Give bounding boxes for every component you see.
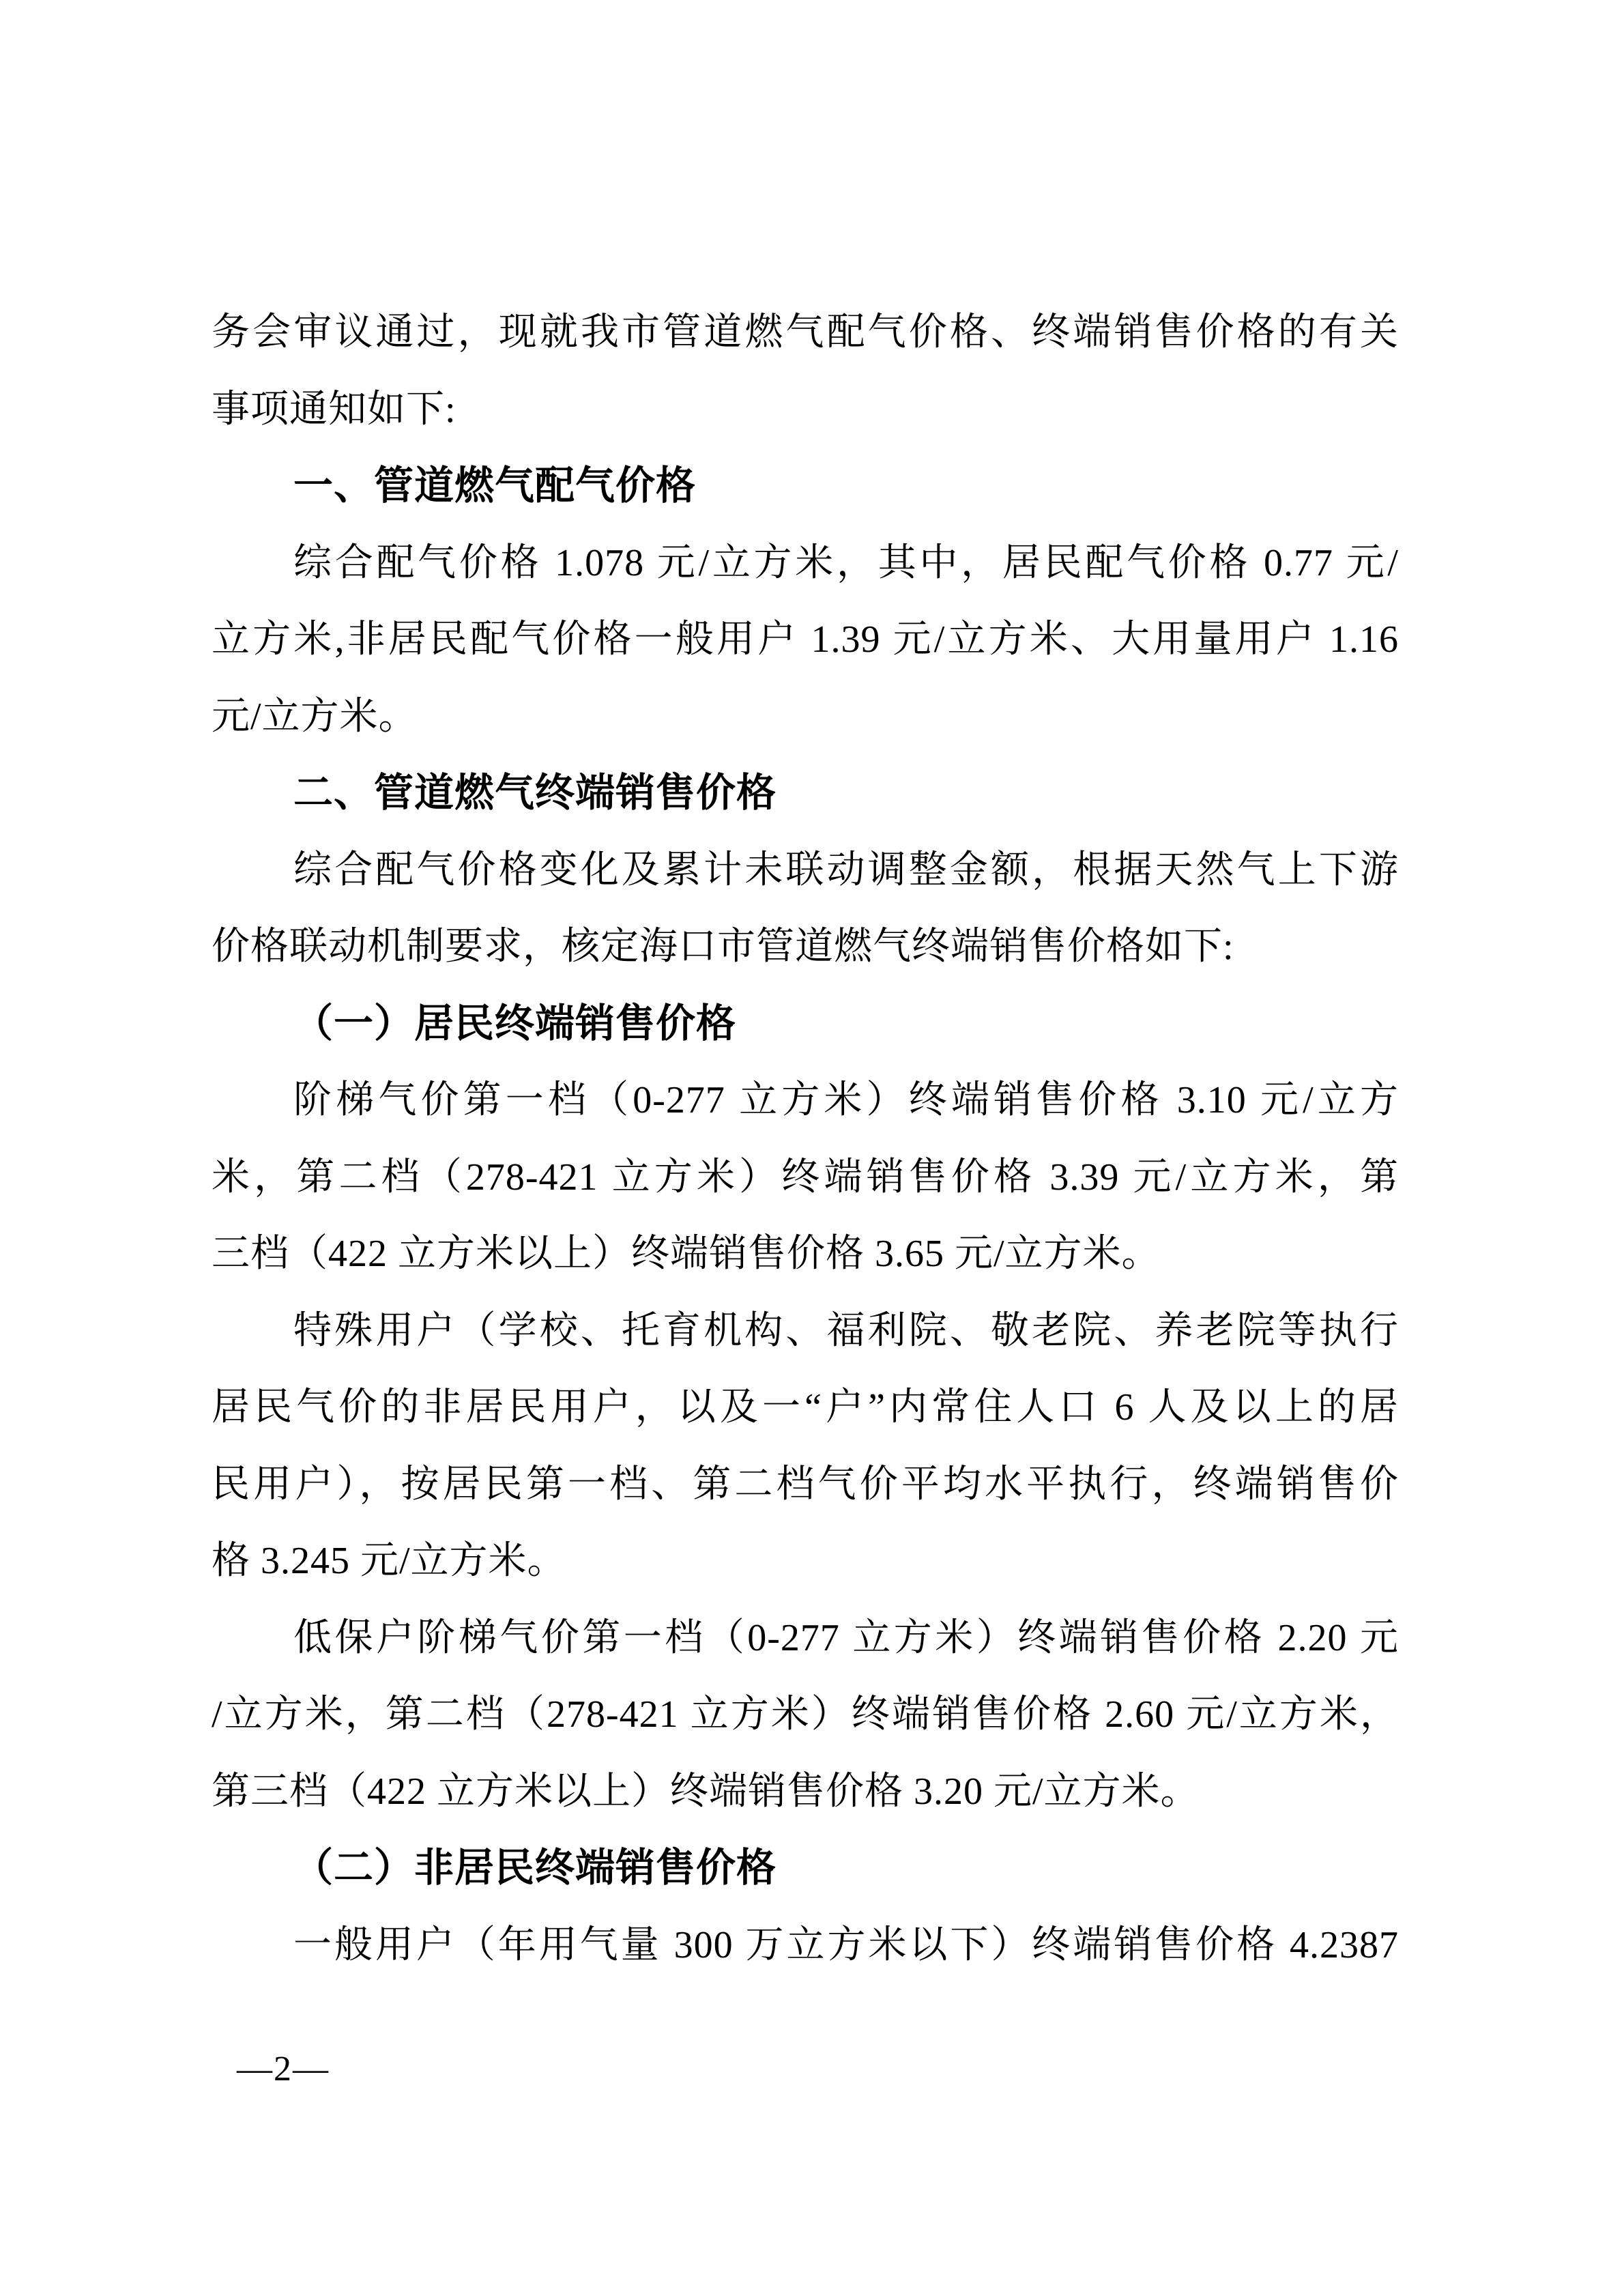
document-body [212, 294, 1399, 1983]
paragraph-line: 一般用户（年用气量 300 万立方米以下）终端销售价格 4.2387 [293, 1923, 1399, 1966]
paragraph-line: 格 3.245 元/立方米。 [212, 1540, 566, 1582]
paragraph-line: /立方米，第二档（278-421 立方米）终端销售价格 2.60 元/立方米， [212, 1693, 1399, 1736]
paragraph-line: 立方米,非居民配气价格一般用户 1.39 元/立方米、大用量用户 1.16 [212, 618, 1399, 661]
paragraph-line: 民用户），按居民第一档、第二档气价平均水平执行，终端销售价 [212, 1463, 1399, 1506]
section-2-heading: 二、管道燃气终端销售价格 [293, 771, 777, 815]
subsection-1-heading: （一）居民终端销售价格 [293, 1001, 737, 1046]
paragraph-line: 事项通知如下: [212, 388, 456, 431]
paragraph-line: 阶梯气价第一档（0-277 立方米）终端销售价格 3.10 元/立方 [293, 1079, 1399, 1121]
paragraph-line: 居民气价的非居民用户，以及一“户”内常住人口 6 人及以上的居 [212, 1386, 1399, 1429]
paragraph-line: 综合配气价格 1.078 元/立方米，其中，居民配气价格 0.77 元/ [293, 541, 1399, 584]
paragraph-line: 特殊用户（学校、托育机构、福利院、敬老院、养老院等执行 [293, 1309, 1399, 1352]
paragraph-line: 米，第二档（278-421 立方米）终端销售价格 3.39 元/立方米，第 [212, 1156, 1399, 1199]
paragraph-line: 价格联动机制要求，核定海口市管道燃气终端销售价格如下: [212, 925, 1234, 968]
section-1-heading: 一、管道燃气配气价格 [293, 463, 697, 508]
paragraph-line: 元/立方米。 [212, 695, 418, 738]
paragraph-line: 低保户阶梯气价第一档（0-277 立方米）终端销售价格 2.20 元 [293, 1616, 1399, 1659]
paragraph-line: 务会审议通过，现就我市管道燃气配气价格、终端销售价格的有关 [212, 311, 1399, 354]
paragraph-line: 综合配气价格变化及累计未联动调整金额，根据天然气上下游 [293, 848, 1399, 891]
paragraph-line: 第三档（422 立方米以上）终端销售价格 3.20 元/立方米。 [212, 1770, 1200, 1813]
paragraph-line: 三档（422 立方米以上）终端销售价格 3.65 元/立方米。 [212, 1233, 1161, 1275]
subsection-2-heading: （二）非居民终端销售价格 [293, 1846, 777, 1890]
page-number: —2— [237, 2050, 330, 2089]
